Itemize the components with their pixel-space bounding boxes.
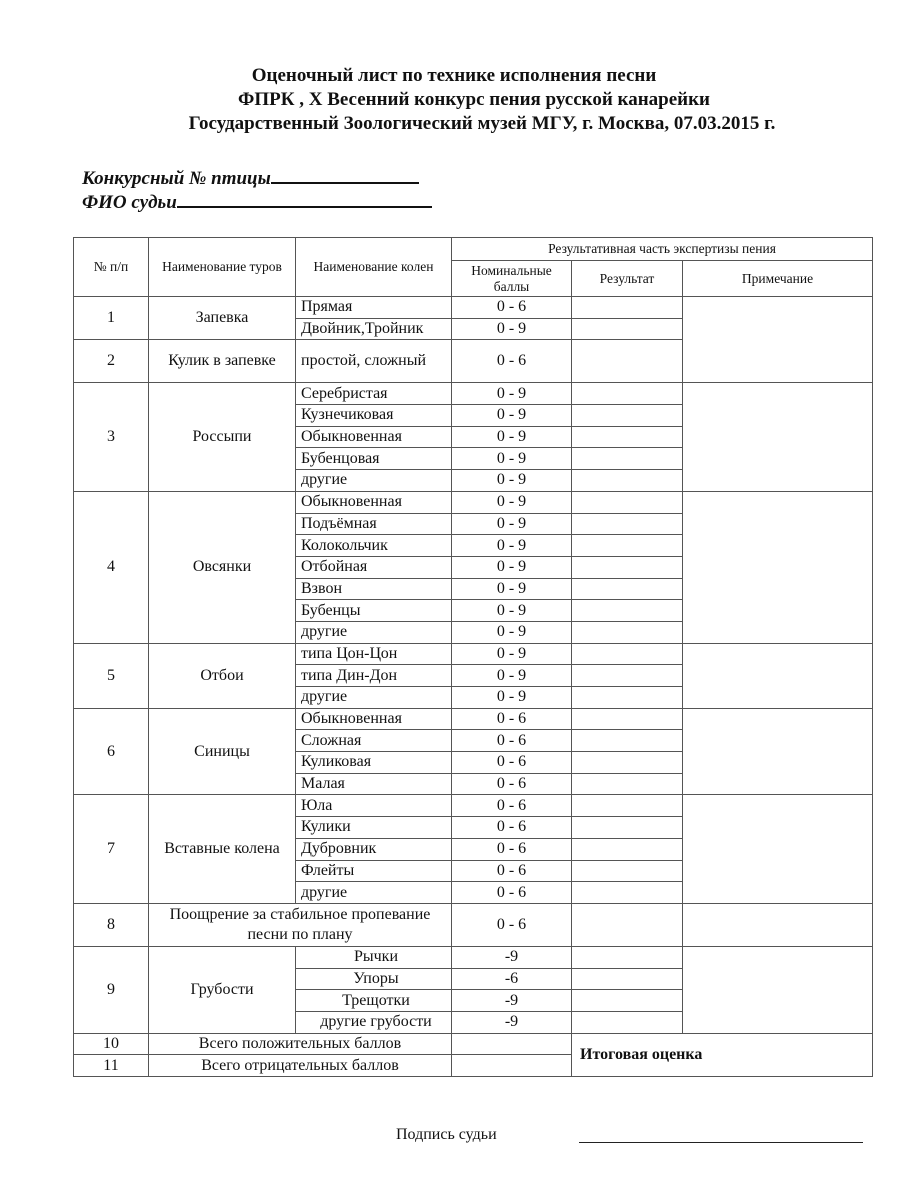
- knee-name: Куликовая: [296, 752, 452, 774]
- note-cell[interactable]: [683, 946, 873, 1033]
- table-row: [74, 297, 873, 319]
- knee-name: Трещотки: [296, 990, 452, 1012]
- total-value[interactable]: [452, 1033, 572, 1055]
- nominal-points: 0 - 6: [452, 817, 572, 839]
- knee-name: Дубровник: [296, 838, 452, 860]
- nominal-points: -9: [452, 990, 572, 1012]
- nominal-points: 0 - 6: [452, 795, 572, 817]
- knee-name: простой, сложный: [296, 340, 452, 383]
- result-cell[interactable]: [572, 448, 683, 470]
- result-cell[interactable]: [572, 513, 683, 535]
- knee-name: Отбойная: [296, 556, 452, 578]
- table-row: [74, 708, 873, 730]
- nominal-points: 0 - 9: [452, 513, 572, 535]
- knee-name: Взвон: [296, 578, 452, 600]
- tour-name: Грубости: [149, 946, 296, 1033]
- nominal-points: 0 - 6: [452, 340, 572, 383]
- nominal-points: 0 - 6: [452, 752, 572, 774]
- header-nominal: Номинальные баллы: [452, 261, 572, 297]
- header-knee: Наименование колен: [296, 238, 452, 297]
- result-cell[interactable]: [572, 968, 683, 990]
- nominal-points: 0 - 9: [452, 556, 572, 578]
- nominal-points: 0 - 6: [452, 773, 572, 795]
- result-cell[interactable]: [572, 752, 683, 774]
- note-cell[interactable]: [683, 491, 873, 643]
- title-line-3: Государственный Зоологический музей МГУ, г. Москва, 07.03.2015 г.: [188, 113, 776, 134]
- nominal-points: 0 - 9: [452, 426, 572, 448]
- note-cell[interactable]: [683, 297, 873, 383]
- judge-name-field: [82, 190, 432, 214]
- result-cell[interactable]: [572, 297, 683, 319]
- nominal-points: 0 - 9: [452, 405, 572, 427]
- result-cell[interactable]: [572, 491, 683, 513]
- result-cell[interactable]: [572, 1011, 683, 1033]
- note-cell[interactable]: [683, 383, 873, 491]
- nominal-points: 0 - 6: [452, 708, 572, 730]
- nominal-points: 0 - 9: [452, 578, 572, 600]
- nominal-points: 0 - 9: [452, 448, 572, 470]
- evaluation-table: [73, 237, 873, 1077]
- knee-name: Бубенцовая: [296, 448, 452, 470]
- row-number: 5: [74, 643, 149, 708]
- knee-name: Кулики: [296, 817, 452, 839]
- result-cell[interactable]: [572, 882, 683, 904]
- result-cell[interactable]: [572, 708, 683, 730]
- knee-name: типа Дин-Дон: [296, 665, 452, 687]
- result-cell[interactable]: [572, 643, 683, 665]
- table-body: [74, 297, 873, 1077]
- header-tour: Наименование туров: [149, 238, 296, 297]
- nominal-points: 0 - 6: [452, 903, 572, 946]
- nominal-points: 0 - 9: [452, 600, 572, 622]
- knee-name: другие: [296, 687, 452, 709]
- knee-name: Рычки: [296, 946, 452, 968]
- table-row-total: [74, 1033, 873, 1055]
- note-cell[interactable]: [683, 708, 873, 795]
- result-cell[interactable]: [572, 578, 683, 600]
- knee-name: Юла: [296, 795, 452, 817]
- result-cell[interactable]: [572, 600, 683, 622]
- knee-name: другие: [296, 621, 452, 643]
- result-cell[interactable]: [572, 383, 683, 405]
- row-number: 1: [74, 297, 149, 340]
- table-row: [74, 795, 873, 817]
- tour-name: Вставные колена: [149, 795, 296, 903]
- title-line-1: Оценочный лист по технике исполнения песни: [251, 65, 657, 86]
- nominal-points: -9: [452, 1011, 572, 1033]
- row-number: 8: [74, 903, 149, 946]
- result-cell[interactable]: [572, 340, 683, 383]
- result-cell[interactable]: [572, 535, 683, 557]
- nominal-points: 0 - 6: [452, 730, 572, 752]
- row-number: 10: [74, 1033, 149, 1055]
- nominal-points: -9: [452, 946, 572, 968]
- total-value[interactable]: [452, 1055, 572, 1077]
- knee-name: Серебристая: [296, 383, 452, 405]
- nominal-points: 0 - 9: [452, 643, 572, 665]
- nominal-points: 0 - 9: [452, 383, 572, 405]
- result-cell[interactable]: [572, 318, 683, 340]
- result-cell[interactable]: [572, 426, 683, 448]
- tour-name: Овсянки: [149, 491, 296, 643]
- bird-number-field: [82, 166, 419, 190]
- knee-name: Прямая: [296, 297, 452, 319]
- row-number: 6: [74, 708, 149, 795]
- note-cell[interactable]: [683, 903, 873, 946]
- knee-name: другие: [296, 882, 452, 904]
- nominal-points: 0 - 9: [452, 665, 572, 687]
- knee-name: другие: [296, 470, 452, 492]
- result-cell[interactable]: [572, 687, 683, 709]
- knee-name: Кузнечиковая: [296, 405, 452, 427]
- nominal-points: 0 - 9: [452, 621, 572, 643]
- table-row-bonus: [74, 903, 873, 946]
- table-row: [74, 383, 873, 405]
- header-result-section: Результативная часть экспертизы пения: [452, 238, 873, 261]
- row-number: 11: [74, 1055, 149, 1077]
- result-cell[interactable]: [572, 773, 683, 795]
- result-cell[interactable]: [572, 665, 683, 687]
- knee-name: Сложная: [296, 730, 452, 752]
- result-cell[interactable]: [572, 903, 683, 946]
- nominal-points: 0 - 9: [452, 318, 572, 340]
- row-number: 9: [74, 946, 149, 1033]
- judge-name-input[interactable]: [177, 190, 432, 208]
- signature-line[interactable]: [579, 1142, 863, 1143]
- result-cell[interactable]: [572, 838, 683, 860]
- result-cell[interactable]: [572, 470, 683, 492]
- header-note: Примечание: [683, 261, 873, 297]
- result-cell[interactable]: [572, 946, 683, 968]
- total-label: Всего отрицательных баллов: [149, 1055, 452, 1077]
- row-number: 3: [74, 383, 149, 491]
- knee-name: Упоры: [296, 968, 452, 990]
- row-number: 2: [74, 340, 149, 383]
- result-cell[interactable]: [572, 621, 683, 643]
- tour-name: Синицы: [149, 708, 296, 795]
- bonus-label: Поощрение за стабильное пропевание песни по плану: [149, 903, 452, 946]
- result-cell[interactable]: [572, 556, 683, 578]
- table-row: [74, 491, 873, 513]
- signature-label: Подпись судьи: [396, 1126, 497, 1143]
- tour-name: Россыпи: [149, 383, 296, 491]
- knee-name: Обыкновенная: [296, 426, 452, 448]
- nominal-points: 0 - 6: [452, 297, 572, 319]
- result-cell[interactable]: [572, 795, 683, 817]
- result-cell[interactable]: [572, 860, 683, 882]
- nominal-points: 0 - 9: [452, 470, 572, 492]
- title-line-2: ФПРК , X Весенний конкурс пения русской канарейки: [238, 89, 710, 110]
- tour-name: Кулик в запевке: [149, 340, 296, 383]
- note-cell[interactable]: [683, 795, 873, 903]
- knee-name: Подъёмная: [296, 513, 452, 535]
- bird-number-label: Конкурсный № птицы: [82, 168, 271, 189]
- nominal-points: 0 - 9: [452, 687, 572, 709]
- knee-name: Обыкновенная: [296, 708, 452, 730]
- final-score-label: Итоговая оценка: [572, 1033, 873, 1076]
- nominal-points: -6: [452, 968, 572, 990]
- nominal-points: 0 - 6: [452, 882, 572, 904]
- total-label: Всего положительных баллов: [149, 1033, 452, 1055]
- knee-name: Бубенцы: [296, 600, 452, 622]
- knee-name: Обыкновенная: [296, 491, 452, 513]
- note-cell[interactable]: [683, 643, 873, 708]
- knee-name: Двойник,Тройник: [296, 318, 452, 340]
- bird-number-input[interactable]: [271, 166, 419, 184]
- nominal-points: 0 - 6: [452, 838, 572, 860]
- knee-name: Малая: [296, 773, 452, 795]
- header-num: № п/п: [74, 238, 149, 297]
- header-result: Результат: [572, 261, 683, 297]
- knee-name: Флейты: [296, 860, 452, 882]
- knee-name: Колокольчик: [296, 535, 452, 557]
- table-row: [74, 643, 873, 665]
- knee-name: другие грубости: [296, 1011, 452, 1033]
- tour-name: Отбои: [149, 643, 296, 708]
- judge-name-label: ФИО судьи: [82, 192, 177, 213]
- nominal-points: 0 - 9: [452, 535, 572, 557]
- row-number: 4: [74, 491, 149, 643]
- result-cell[interactable]: [572, 990, 683, 1012]
- nominal-points: 0 - 6: [452, 860, 572, 882]
- nominal-points: 0 - 9: [452, 491, 572, 513]
- row-number: 7: [74, 795, 149, 903]
- result-cell[interactable]: [572, 817, 683, 839]
- result-cell[interactable]: [572, 730, 683, 752]
- table-row: [74, 946, 873, 968]
- tour-name: Запевка: [149, 297, 296, 340]
- knee-name: типа Цон-Цон: [296, 643, 452, 665]
- result-cell[interactable]: [572, 405, 683, 427]
